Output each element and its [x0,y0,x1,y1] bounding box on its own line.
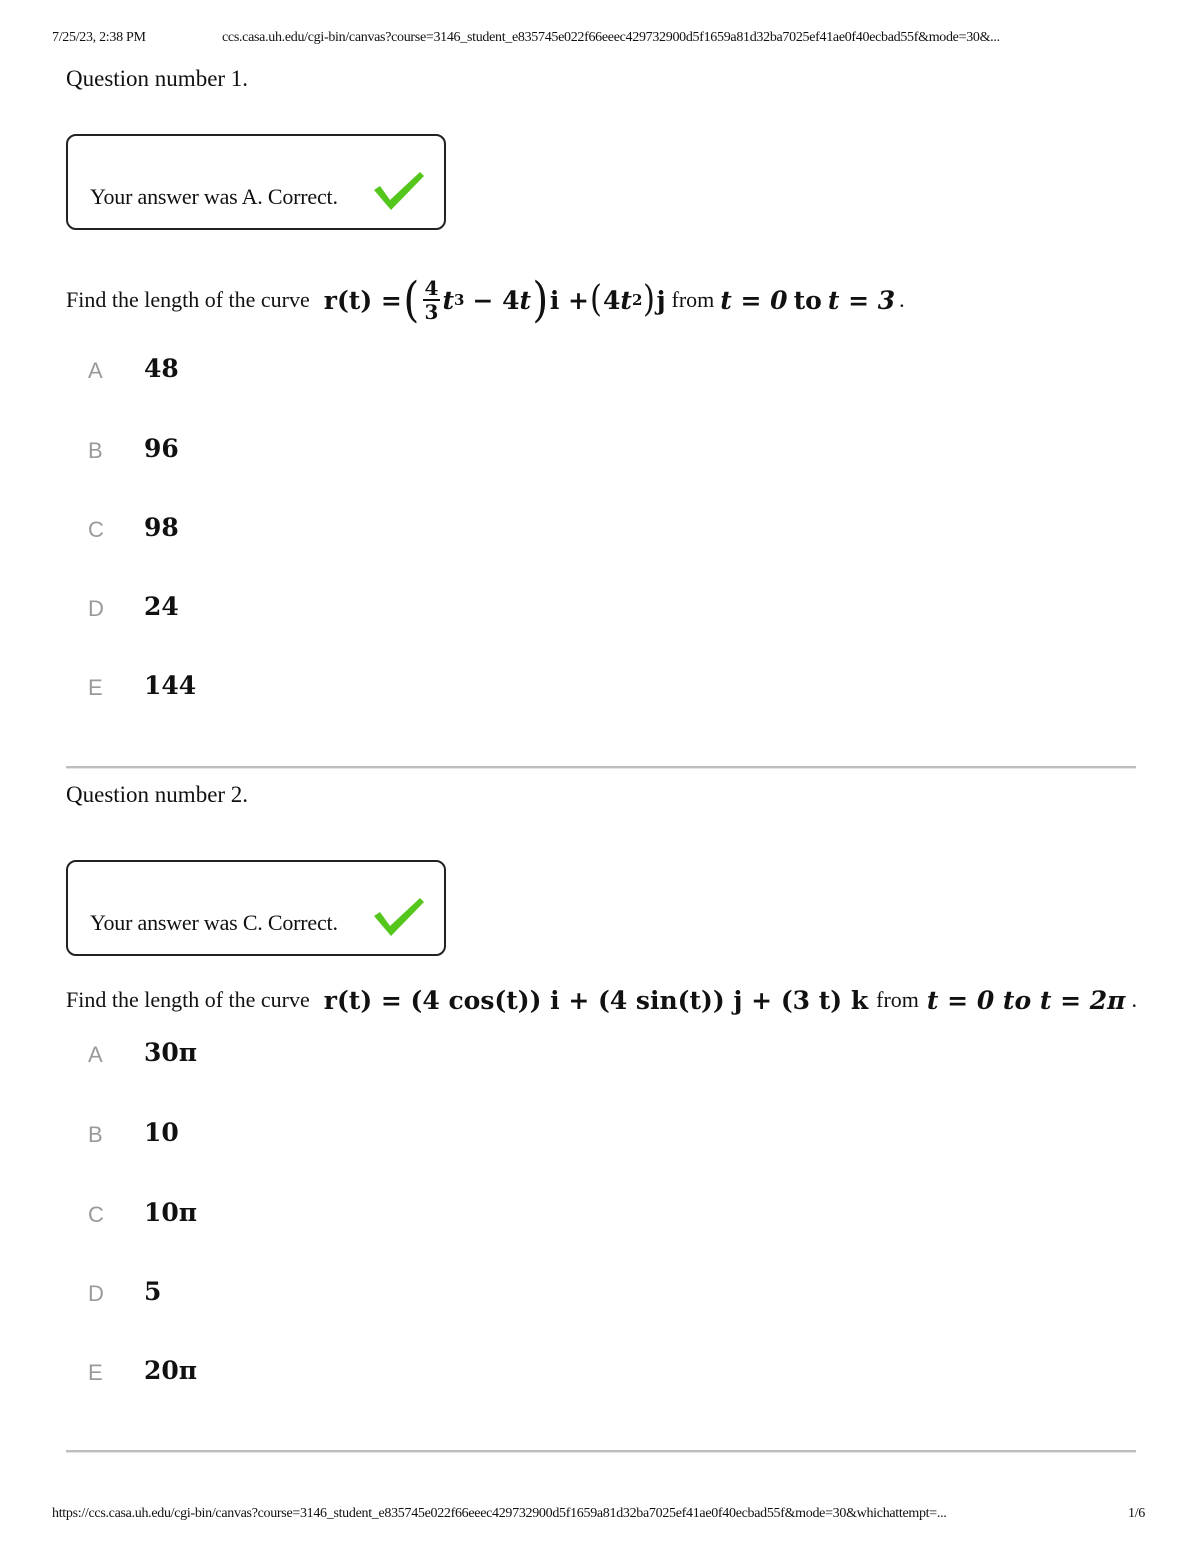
option-value: 30π [144,1038,198,1067]
math-minus: − 4 [472,285,520,315]
math-from: from [671,287,715,312]
question-title: Question number 2. [66,782,249,807]
math-exp2: 2 [631,291,643,309]
checkmark-icon [370,894,426,940]
question-1 [66,66,1136,786]
math-inner: 4 [603,285,621,315]
option-value: 24 [144,592,179,621]
math-paren-open2: ( [590,279,602,320]
option-letter: B [88,438,103,463]
question-title: Question number 1. [66,66,249,91]
math-period: . [1131,987,1137,1012]
math-t2: t [519,285,532,315]
math-paren-open: ( [403,272,420,328]
math-exp3: 3 [454,291,465,309]
math-end: t = 3 [827,285,896,315]
option-letter: E [88,1360,103,1385]
feedback-text: Your answer was A. Correct. [90,184,338,209]
page-number: 1/6 [1128,1506,1145,1521]
math-t: t [442,285,455,315]
option-value: 48 [144,354,179,383]
math-fraction [423,277,441,323]
math-expression: r(t) = (4 cos(t)) i + (4 sin(t)) j + (3 t) k [323,985,869,1015]
prompt-lead: Find the length of the curve [66,287,310,312]
option-letter: D [88,596,104,621]
checkmark-icon [370,168,426,214]
option-letter: B [88,1122,103,1147]
option-letter: C [88,1202,104,1227]
option-letter: D [88,1281,104,1306]
option-value: 5 [144,1277,162,1306]
option-value: 144 [144,671,197,700]
option-value: 10 [144,1118,179,1147]
option-letter: E [88,675,103,700]
math-to: to [793,285,822,315]
option-letter: C [88,517,104,542]
curve-equation [324,986,1137,1015]
math-start: t = 0 [720,285,788,315]
question-2 [66,782,1136,1472]
prompt-lead: Find the length of the curve [66,987,310,1012]
option-value: 10π [144,1198,198,1227]
option-letter: A [88,358,103,383]
math-from: from [876,987,919,1012]
math-paren-close: ) [532,272,549,328]
option-value: 98 [144,513,179,542]
feedback-text: Your answer was C. Correct. [90,910,338,935]
print-footer-url: https://ccs.casa.uh.edu/cgi-bin/canvas?course=3146_student_e835745e022f66eeec429732900d5f1659a81d32ba7025ef41ae0f40ecbad55f&mode=30&whichattempt=... [52,1506,947,1521]
curve-equation: r(t) = ( $\frac{4}{3}$ t 3 − 4 t ) i + ( 4 t 2 ) j from t = 0 to t = 3 . [323,272,905,328]
option-value: 20π [144,1356,198,1385]
math-lhs: r(t) = [323,285,402,315]
math-j-part: j [656,285,666,315]
feedback-box [66,134,446,230]
question-prompt [66,272,905,328]
math-range: t = 0 to t = 2π [926,985,1126,1015]
question-prompt [66,982,1137,1018]
frac-numerator: 4 [424,276,439,300]
math-i-part: i + [549,285,589,315]
question-divider [66,1450,1136,1453]
print-header-url: ccs.casa.uh.edu/cgi-bin/canvas?course=3146_student_e835745e022f66eeec429732900d5f1659a81d32ba7025ef41ae0f40ecbad55f&mode=30&... [222,30,1000,45]
question-divider [66,766,1136,769]
option-value: 96 [144,434,179,463]
math-paren-close2: ) [643,279,656,320]
print-datetime: 7/25/23, 2:38 PM [52,30,146,45]
math-period: . [899,287,905,312]
frac-denominator: 3 [424,300,439,324]
feedback-box [66,860,446,956]
option-letter: A [88,1042,103,1067]
